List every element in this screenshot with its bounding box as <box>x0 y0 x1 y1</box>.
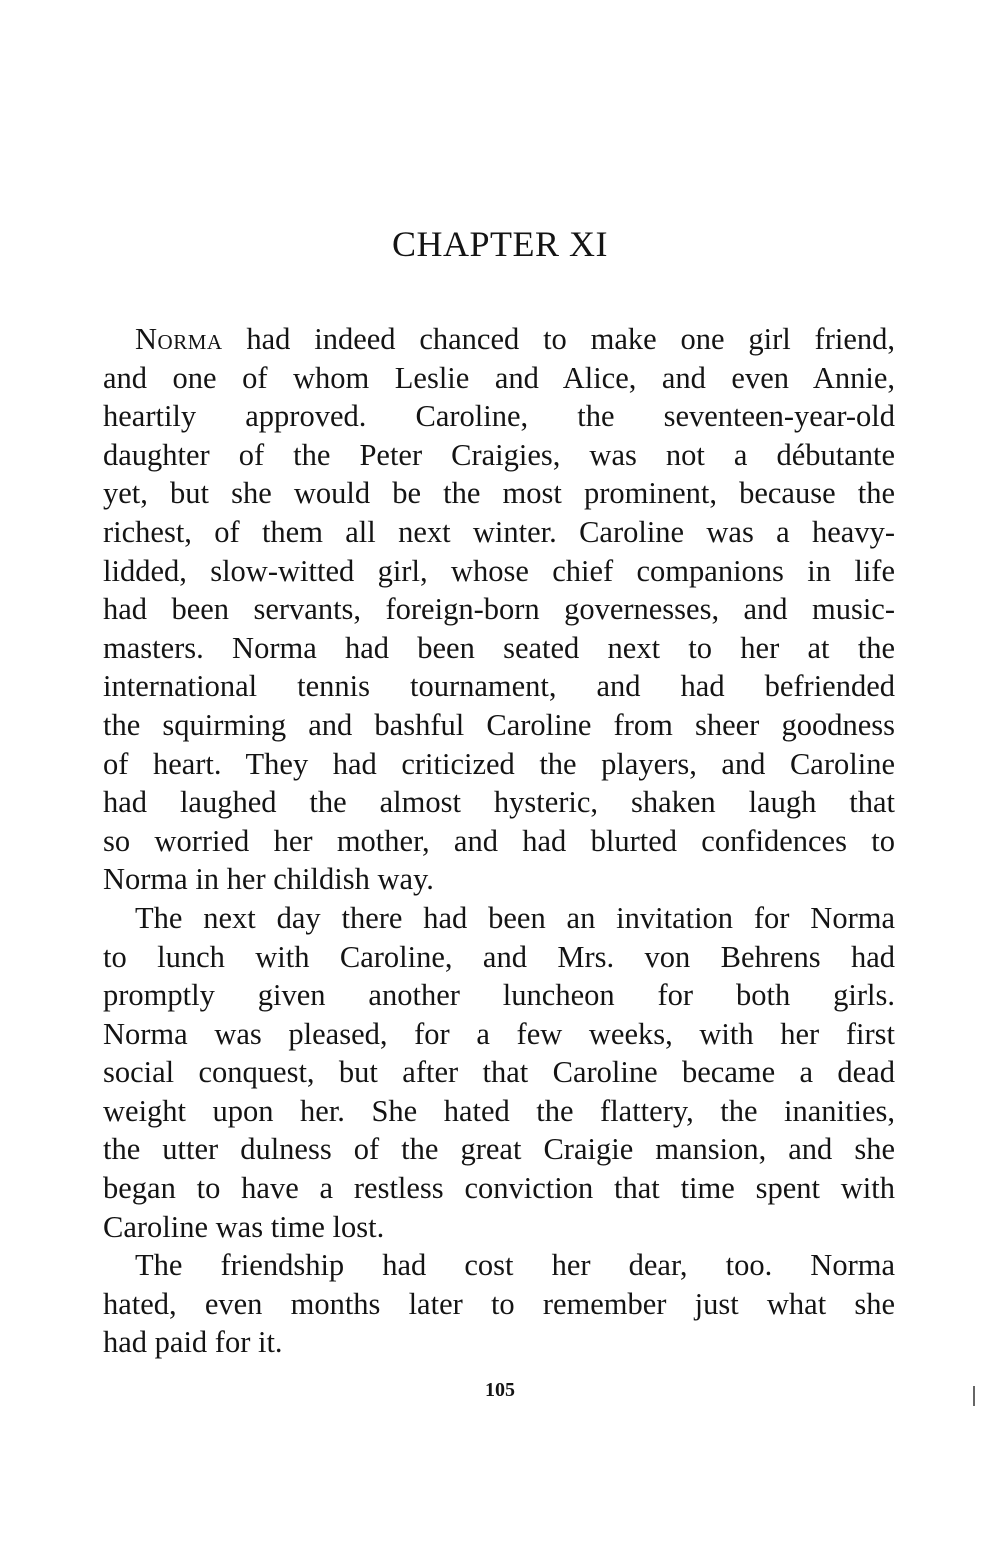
text-line <box>103 1169 895 1208</box>
text-line-content: of heart. They had criticized the players, and Caroline <box>103 746 895 781</box>
text-line-content: the squirming and bashful Caroline from sheer goodness <box>103 707 895 742</box>
text-line <box>103 1130 895 1169</box>
text-line-content: had paid for it. <box>103 1325 283 1360</box>
text-line-content: the utter dulness of the great Craigie mansion, and she <box>103 1132 895 1167</box>
text-line <box>103 706 895 745</box>
text-line <box>103 783 895 822</box>
text-line-content: masters. Norma had been seated next to her at the <box>103 630 895 665</box>
text-line <box>103 552 895 591</box>
text-line-content: yet, but she would be the most prominent, because the <box>103 476 895 511</box>
page-number: 105 <box>485 1379 515 1401</box>
text-line-content: promptly given another luncheon for both girls. <box>103 978 895 1013</box>
text-line-content: social conquest, but after that Caroline became a dead <box>103 1055 895 1090</box>
text-line-content: heartily approved. Caroline, the seventeen-year-old <box>103 399 895 434</box>
text-line <box>103 1208 895 1247</box>
text-line <box>103 860 895 899</box>
text-line <box>103 899 895 938</box>
text-line <box>103 822 895 861</box>
text-line <box>103 436 895 475</box>
text-line-content: Caroline was time lost. <box>103 1209 385 1244</box>
text-line <box>103 629 895 668</box>
text-line <box>103 474 895 513</box>
text-line-content: lidded, slow-witted girl, whose chief companions in life <box>103 553 895 588</box>
text-line-content: to lunch with Caroline, and Mrs. von Behrens had <box>103 939 895 974</box>
text-line-content: The next day there had been an invitation for Norma <box>135 900 895 935</box>
text-line <box>103 1015 895 1054</box>
text-line <box>103 938 895 977</box>
text-line <box>103 513 895 552</box>
text-line <box>103 1285 895 1324</box>
text-line-content: began to have a restless conviction that time spent with <box>103 1171 895 1206</box>
text-line <box>103 590 895 629</box>
text-line-content: so worried her mother, and had blurted confidences to <box>103 823 895 858</box>
text-line-content: had indeed chanced to make one girl friend, <box>246 322 895 356</box>
text-line-content: richest, of them all next winter. Caroline was a heavy- <box>103 514 895 549</box>
text-line-content: weight upon her. She hated the flattery, the inanities, <box>103 1093 895 1128</box>
text-line-content: Norma in her childish way. <box>103 862 434 897</box>
text-line <box>103 667 895 706</box>
text-line-content: daughter of the Peter Craigies, was not a débutante <box>103 437 895 472</box>
text-line-content: hated, even months later to remember just what she <box>103 1286 895 1321</box>
opening-word-smallcaps: Norma <box>135 322 223 356</box>
text-line <box>103 1323 895 1362</box>
scan-edge-mark <box>973 1386 975 1406</box>
text-line <box>103 976 895 1015</box>
text-line <box>103 1053 895 1092</box>
text-line <box>103 1246 895 1285</box>
chapter-body-text <box>103 320 895 1362</box>
text-line-content: Norma was pleased, for a few weeks, with her first <box>103 1016 895 1051</box>
chapter-title: CHAPTER XI <box>391 224 608 264</box>
text-line <box>103 359 895 398</box>
text-line <box>103 1092 895 1131</box>
text-line-content: The friendship had cost her dear, too. Norma <box>135 1248 895 1283</box>
text-line-content: had laughed the almost hysteric, shaken laugh that <box>103 785 895 820</box>
text-line <box>103 320 895 359</box>
text-line <box>103 745 895 784</box>
text-line-content: and one of whom Leslie and Alice, and even Annie, <box>103 360 895 395</box>
text-line-content: international tennis tournament, and had befriended <box>103 669 895 704</box>
text-line <box>103 397 895 436</box>
text-line-content: had been servants, foreign-born governesses, and music- <box>103 592 895 627</box>
